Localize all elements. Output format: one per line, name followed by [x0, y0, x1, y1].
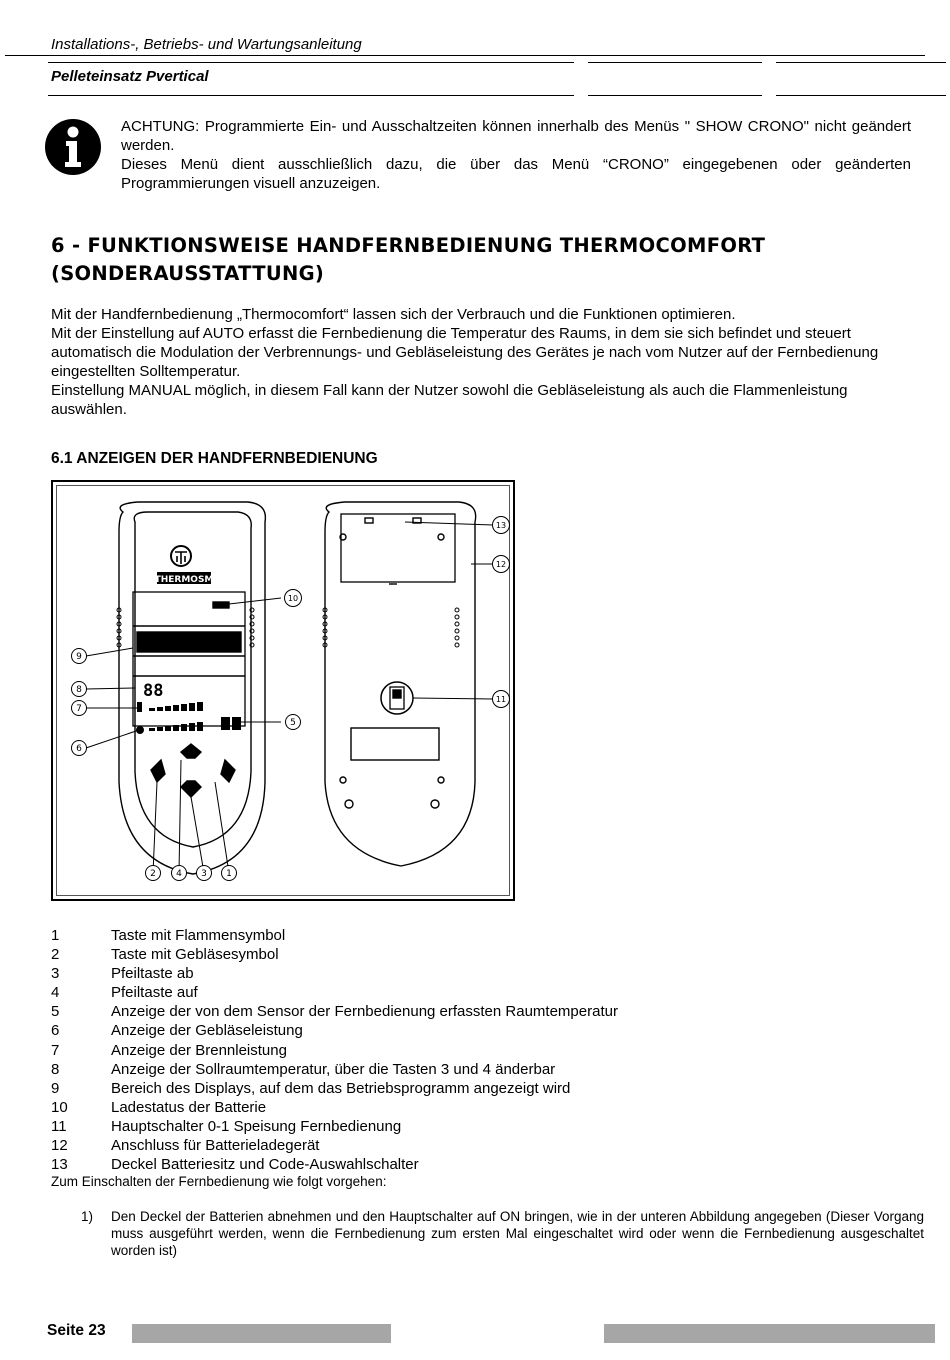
legend-item: [51, 1021, 751, 1040]
flame-level-bar: [173, 705, 179, 711]
callout-1: [222, 866, 237, 881]
callout-5: [286, 715, 301, 730]
footer-bar-right: [604, 1324, 935, 1343]
legend-text: Bereich des Displays, auf dem das Betriebsprogramm angezeigt wird: [111, 1079, 571, 1097]
flame-level-bar: [149, 708, 155, 711]
legend-text: Anzeige der Brennleistung: [111, 1041, 287, 1059]
body-paragraph: Mit der Einstellung auf AUTO erfasst die Fernbedienung die Temperatur des Raums, in dem sie sich befindet und steuert automatisch die Modulation der Verbrennungs- und Gebläseleistung des Gerätes je nach vom Nutzer auf der Fernbedienung eingestellten Solltemperatur.: [51, 325, 879, 380]
legend-number: 10: [51, 1098, 68, 1116]
legend-item: [51, 1098, 751, 1117]
room-temp-digits: [232, 717, 241, 730]
svg-text:13: 13: [495, 521, 507, 530]
fan-level-bar: [149, 728, 155, 731]
room-temp-digits: [221, 717, 230, 730]
section-heading-line-1: 6 - FUNKTIONSWEISE HANDFERNBEDIENUNG THERMOCOMFORT: [51, 234, 766, 257]
fan-button: [151, 760, 165, 782]
legend-text: Deckel Batteriesitz und Code-Auswahlschalter: [111, 1156, 419, 1174]
legend-item: [51, 983, 751, 1002]
flame-level-bar: [165, 706, 171, 711]
notice-text: [121, 117, 911, 193]
notice-line-1: ACHTUNG: Programmierte Ein- und Ausschaltzeiten können innerhalb des Menüs " SHOW CRONO" nicht geändert werden.: [121, 118, 911, 154]
legend-number: 12: [51, 1137, 68, 1155]
callout-6: [72, 741, 87, 756]
header-rule-left-lower: [48, 95, 574, 96]
svg-text:5: 5: [290, 718, 296, 728]
legend-item: [51, 926, 751, 945]
callout-10: [285, 590, 302, 607]
legend-item: [51, 945, 751, 964]
svg-text:8: 8: [76, 685, 82, 695]
body-paragraph: Einstellung MANUAL möglich, in diesem Fall kann der Nutzer sowohl die Gebläseleistung als auch die Flammenleistung auswählen.: [51, 382, 848, 418]
remote-front-outer: [119, 502, 265, 874]
legend-text: Ladestatus der Batterie: [111, 1098, 267, 1116]
legend-number: 8: [51, 1060, 60, 1078]
section-heading: [51, 232, 871, 288]
svg-text:1: 1: [226, 869, 232, 879]
document-subtitle: Pelleteinsatz Pvertical: [51, 68, 209, 85]
fan-level-bar: [165, 726, 171, 731]
header-rule-left-upper: [48, 62, 574, 63]
remote-figure: [51, 480, 515, 901]
fan-level-bar: [197, 722, 203, 731]
remote-diagram: [53, 482, 513, 899]
callout-3: [197, 866, 212, 881]
callout-11: [493, 691, 510, 708]
legend-number: 11: [51, 1117, 67, 1135]
callout-2: [146, 866, 161, 881]
legend-number: 9: [51, 1079, 60, 1097]
legend-text: Taste mit Gebläsesymbol: [111, 946, 279, 964]
flame-button: [221, 760, 235, 782]
legend-number: 13: [51, 1156, 68, 1174]
callout-12: [493, 556, 510, 573]
set-temperature-digits: 88: [143, 681, 164, 701]
header-rule-top: [5, 55, 925, 56]
header-rule-mid-upper: [588, 62, 762, 63]
callout-13: [493, 517, 510, 534]
document-title: Installations-, Betriebs- und Wartungsanleitung: [51, 36, 362, 53]
legend-text: Taste mit Flammensymbol: [111, 927, 286, 944]
subsection-heading: 6.1 ANZEIGEN DER HANDFERNBEDIENUNG: [51, 450, 378, 467]
remote-back-outer: [325, 502, 476, 866]
remote-front-inner: [134, 512, 251, 847]
svg-text:2: 2: [150, 869, 156, 879]
legend-text: Hauptschalter 0-1 Speisung Fernbedienung: [111, 1117, 402, 1135]
notice-line-2: Dieses Menü dient ausschließlich dazu, die über das Menü “CRONO” eingegebenen oder geänderten Programmierungen visuell anzuzeigen.: [121, 156, 911, 192]
svg-text:11: 11: [495, 695, 507, 704]
flame-indicator-icon: [137, 702, 142, 712]
svg-text:12: 12: [495, 560, 507, 569]
flame-level-bar: [197, 702, 203, 711]
footer-bar-left: [132, 1324, 391, 1343]
legend-item: [51, 964, 751, 983]
legend-text: Anschluss für Batterieladegerät: [111, 1137, 320, 1155]
legend-number: 5: [51, 1003, 60, 1021]
arrow-up-button: [181, 744, 201, 758]
legend-text: Pfeiltaste ab: [111, 965, 194, 983]
header-rule-right-upper: [776, 62, 946, 63]
fan-level-bar: [173, 725, 179, 731]
section-body: [51, 305, 911, 419]
fan-indicator-icon: [136, 726, 144, 734]
legend-item: [51, 1155, 751, 1174]
arrow-down-button: [181, 781, 201, 797]
battery-cover: [341, 514, 455, 582]
callout-9: [72, 649, 87, 664]
legend-number: 1: [51, 927, 60, 944]
legend-text: Anzeige der von dem Sensor der Fernbedienung erfassten Raumtemperatur: [111, 1003, 618, 1021]
figure-legend: [51, 926, 751, 1174]
svg-text:4: 4: [176, 869, 182, 879]
svg-text:7: 7: [76, 704, 82, 714]
legend-number: 2: [51, 946, 60, 964]
procedure-step: [51, 1208, 924, 1259]
svg-text:6: 6: [76, 744, 82, 754]
flame-level-bar: [157, 707, 163, 711]
legend-item: [51, 1002, 751, 1021]
battery-indicator-icon: [213, 602, 229, 608]
callout-4: [172, 866, 187, 881]
legend-item: [51, 1060, 751, 1079]
header-rule-mid-lower: [588, 95, 762, 96]
legend-text: Pfeiltaste auf: [111, 984, 198, 1002]
page-number: Seite 23: [47, 1322, 106, 1339]
legend-text: Anzeige der Gebläseleistung: [111, 1022, 303, 1040]
procedure-intro: Zum Einschalten der Fernbedienung wie folgt vorgehen:: [51, 1174, 387, 1189]
legend-item: [51, 1041, 751, 1060]
legend-number: 3: [51, 965, 60, 983]
step-text: Den Deckel der Batterien abnehmen und den Hauptschalter auf ON bringen, wie in der unteren Abbildung angegeben (Dieser Vorgang muss ausgeführt werden, wenn die Fernbedienung zum ersten Mal eingeschaltet wird oder wenn die Fernbedienung ausgeschaltet worden ist): [111, 1209, 924, 1258]
legend-number: 6: [51, 1022, 60, 1040]
flame-level-bar: [189, 703, 195, 711]
legend-number: 4: [51, 984, 60, 1002]
header-rule-right-lower: [776, 95, 946, 96]
legend-text: Anzeige der Sollraumtemperatur, über die Tasten 3 und 4 änderbar: [111, 1060, 556, 1078]
svg-text:9: 9: [76, 652, 82, 662]
fan-level-bar: [157, 727, 163, 731]
legend-item: [51, 1117, 751, 1136]
section-heading-line-2: (SONDERAUSSTATTUNG): [51, 262, 325, 285]
legend-item: [51, 1136, 751, 1155]
info-icon: [44, 118, 102, 176]
flame-level-bar: [181, 704, 187, 711]
fan-level-bar: [181, 724, 187, 731]
step-number: 1): [81, 1209, 94, 1224]
legend-number: 7: [51, 1041, 60, 1059]
legend-item: [51, 1079, 751, 1098]
body-paragraph: Mit der Handfernbedienung „Thermocomfort“ lassen sich der Verbrauch und die Funktionen optimieren.: [51, 306, 736, 323]
callout-7: [72, 701, 87, 716]
svg-text:10: 10: [287, 594, 299, 603]
program-area: [137, 632, 241, 652]
back-label-area: [351, 728, 439, 760]
brand-text: THERMOSM: [154, 575, 214, 585]
svg-text:3: 3: [201, 869, 207, 879]
callout-8: [72, 682, 87, 697]
fan-level-bar: [189, 723, 195, 731]
